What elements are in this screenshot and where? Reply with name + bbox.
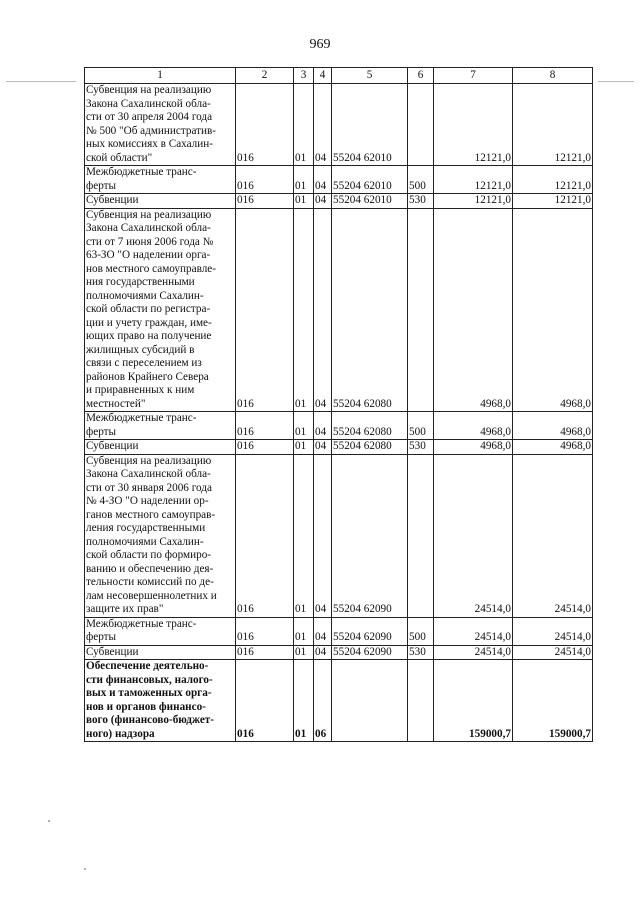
column-header: 3 bbox=[294, 68, 314, 84]
scan-speck bbox=[48, 820, 50, 822]
row-chapter-code: 016 bbox=[236, 660, 294, 742]
row-section: 01 bbox=[294, 440, 314, 455]
table-row bbox=[85, 617, 593, 645]
column-header: 5 bbox=[332, 68, 408, 84]
row-expense-type: 500 bbox=[408, 617, 434, 645]
row-amount: 24514,0 bbox=[434, 617, 513, 645]
row-amount: 24514,0 bbox=[434, 454, 513, 617]
row-subsection: 04 bbox=[314, 166, 332, 194]
row-section: 01 bbox=[294, 660, 314, 742]
row-target-article: 55204 62090 bbox=[332, 454, 408, 617]
row-expense-type bbox=[408, 660, 434, 742]
row-section: 01 bbox=[294, 84, 314, 166]
row-subsection: 04 bbox=[314, 440, 332, 455]
row-amount-total: 4968,0 bbox=[513, 208, 593, 412]
row-chapter-code: 016 bbox=[236, 208, 294, 412]
row-expense-type bbox=[408, 454, 434, 617]
table-row bbox=[85, 660, 593, 742]
row-amount: 159000,7 bbox=[434, 660, 513, 742]
margin-mark-right bbox=[598, 81, 634, 82]
row-expense-type bbox=[408, 208, 434, 412]
row-chapter-code: 016 bbox=[236, 84, 294, 166]
row-section: 01 bbox=[294, 194, 314, 209]
row-expense-type: 500 bbox=[408, 412, 434, 440]
row-name: Обеспечение деятельно- сти финансовых, налого- вых и таможенных орга- нов и органов финансо- вого (финансово-бюджет- ного) надзора bbox=[85, 660, 236, 742]
row-name: Субвенции bbox=[85, 645, 236, 660]
row-amount-total: 24514,0 bbox=[513, 645, 593, 660]
row-name: Межбюджетные транс- ферты bbox=[85, 412, 236, 440]
row-target-article: 55204 62080 bbox=[332, 412, 408, 440]
table-row bbox=[85, 645, 593, 660]
row-target-article: 55204 62010 bbox=[332, 84, 408, 166]
column-header: 6 bbox=[408, 68, 434, 84]
row-amount-total: 4968,0 bbox=[513, 412, 593, 440]
row-expense-type: 530 bbox=[408, 440, 434, 455]
row-chapter-code: 016 bbox=[236, 645, 294, 660]
row-section: 01 bbox=[294, 617, 314, 645]
column-header: 8 bbox=[513, 68, 593, 84]
row-target-article bbox=[332, 660, 408, 742]
row-amount-total: 12121,0 bbox=[513, 166, 593, 194]
row-name: Субвенции bbox=[85, 194, 236, 209]
table-row bbox=[85, 454, 593, 617]
row-expense-type: 530 bbox=[408, 645, 434, 660]
row-subsection: 04 bbox=[314, 84, 332, 166]
table-row bbox=[85, 440, 593, 455]
table-row bbox=[85, 194, 593, 209]
row-target-article: 55204 62010 bbox=[332, 194, 408, 209]
row-amount: 12121,0 bbox=[434, 84, 513, 166]
row-amount-total: 24514,0 bbox=[513, 617, 593, 645]
row-amount-total: 12121,0 bbox=[513, 84, 593, 166]
scan-speck bbox=[84, 868, 86, 870]
row-amount: 4968,0 bbox=[434, 440, 513, 455]
row-section: 01 bbox=[294, 208, 314, 412]
margin-mark-left bbox=[6, 81, 76, 82]
row-subsection: 04 bbox=[314, 194, 332, 209]
header-row bbox=[85, 68, 593, 84]
row-name: Субвенция на реализацию Закона Сахалинской обла- сти от 7 июня 2006 года № 63-ЗО "О наделении орга- нов местного самоуправле- ния государственными полномочиями Сахалин- ской области по регистра- ции и учету граждан, име- ющих право на получение жилищных субсидий в связи с переселением из районов Крайнего Севера и приравненных к ним местностей" bbox=[85, 208, 236, 412]
row-name: Субвенция на реализацию Закона Сахалинской обла- сти от 30 января 2006 года № 4-ЗО "О наделении ор- ганов местного самоуправ- ления государственными полномочиями Сахалин- ской области по формиро- ванию и обеспечению дея- тельности комиссий по де- лам несовершеннолетних и защите их прав" bbox=[85, 454, 236, 617]
row-amount: 12121,0 bbox=[434, 194, 513, 209]
row-subsection: 04 bbox=[314, 412, 332, 440]
row-chapter-code: 016 bbox=[236, 166, 294, 194]
row-amount: 12121,0 bbox=[434, 166, 513, 194]
column-header: 2 bbox=[236, 68, 294, 84]
row-section: 01 bbox=[294, 454, 314, 617]
column-header: 7 bbox=[434, 68, 513, 84]
row-name: Межбюджетные транс- ферты bbox=[85, 166, 236, 194]
row-name: Межбюджетные транс- ферты bbox=[85, 617, 236, 645]
row-subsection: 04 bbox=[314, 208, 332, 412]
row-target-article: 55204 62090 bbox=[332, 645, 408, 660]
column-header: 4 bbox=[314, 68, 332, 84]
row-chapter-code: 016 bbox=[236, 412, 294, 440]
page-number: 969 bbox=[309, 37, 331, 52]
budget-table bbox=[84, 67, 593, 742]
row-amount: 4968,0 bbox=[434, 208, 513, 412]
row-chapter-code: 016 bbox=[236, 617, 294, 645]
row-subsection: 06 bbox=[314, 660, 332, 742]
row-target-article: 55204 62080 bbox=[332, 440, 408, 455]
row-amount: 4968,0 bbox=[434, 412, 513, 440]
row-subsection: 04 bbox=[314, 454, 332, 617]
row-section: 01 bbox=[294, 645, 314, 660]
row-expense-type: 500 bbox=[408, 166, 434, 194]
column-header: 1 bbox=[85, 68, 236, 84]
row-amount-total: 24514,0 bbox=[513, 454, 593, 617]
table-row bbox=[85, 208, 593, 412]
row-chapter-code: 016 bbox=[236, 440, 294, 455]
row-target-article: 55204 62090 bbox=[332, 617, 408, 645]
row-amount-total: 12121,0 bbox=[513, 194, 593, 209]
row-amount-total: 4968,0 bbox=[513, 440, 593, 455]
row-subsection: 04 bbox=[314, 645, 332, 660]
row-amount: 24514,0 bbox=[434, 645, 513, 660]
row-expense-type bbox=[408, 84, 434, 166]
row-amount-total: 159000,7 bbox=[513, 660, 593, 742]
row-name: Субвенции bbox=[85, 440, 236, 455]
table-row bbox=[85, 412, 593, 440]
row-chapter-code: 016 bbox=[236, 194, 294, 209]
row-expense-type: 530 bbox=[408, 194, 434, 209]
row-target-article: 55204 62010 bbox=[332, 166, 408, 194]
row-target-article: 55204 62080 bbox=[332, 208, 408, 412]
table-row bbox=[85, 84, 593, 166]
row-section: 01 bbox=[294, 166, 314, 194]
row-name: Субвенция на реализацию Закона Сахалинской обла- сти от 30 апреля 2004 года № 500 "Об административ- ных комиссиях в Сахалин- ской области" bbox=[85, 84, 236, 166]
table-row bbox=[85, 166, 593, 194]
row-chapter-code: 016 bbox=[236, 454, 294, 617]
row-subsection: 04 bbox=[314, 617, 332, 645]
row-section: 01 bbox=[294, 412, 314, 440]
